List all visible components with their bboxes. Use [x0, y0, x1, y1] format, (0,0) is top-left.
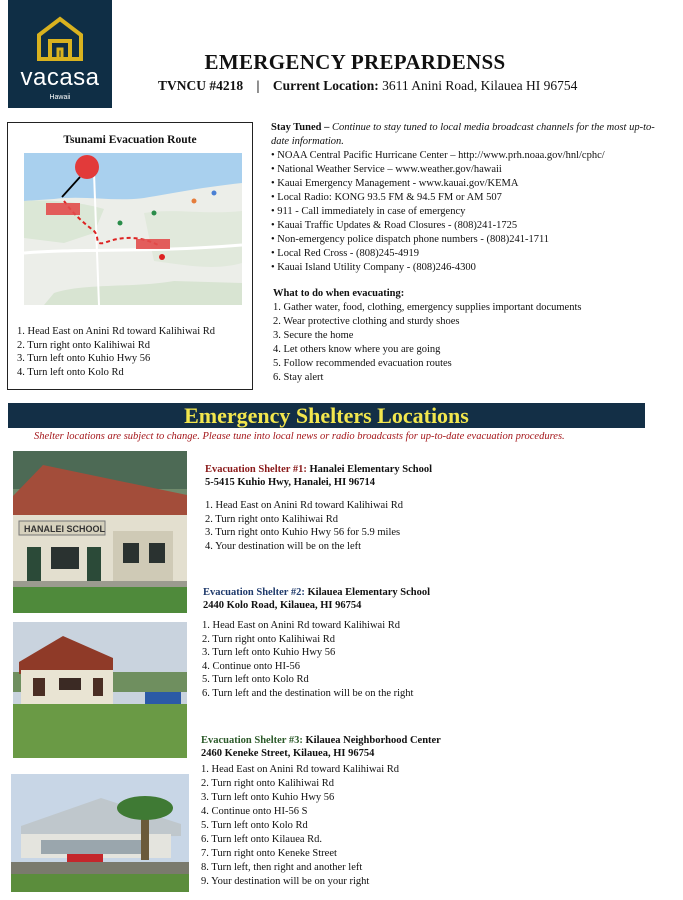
list-item: 1. Gather water, food, clothing, emergency supplies important documents — [273, 302, 582, 313]
list-item: 7. Turn right onto Keneke Street — [201, 848, 337, 859]
stay-tuned-label: Stay Tuned – — [271, 122, 330, 133]
list-item: • Kauai Emergency Management - www.kauai.gov/KEMA — [271, 178, 519, 189]
shelter-3-address: 2460 Keneke Street, Kilauea, HI 96754 — [201, 748, 375, 759]
unit-number: TVNCU #4218 — [158, 78, 244, 93]
shelter-2-steps — [202, 619, 413, 701]
list-item: • National Weather Service – www.weather.gov/hawaii — [271, 164, 502, 175]
evacuating-heading: What to do when evacuating: — [273, 288, 405, 299]
list-item: 3. Turn right onto Kuhio Hwy 56 for 5.9 miles — [205, 527, 401, 539]
stay-tuned-section — [271, 121, 671, 275]
list-item: 1. Head East on Anini Rd toward Kalihiwai Rd — [17, 326, 216, 337]
list-item: 2. Turn right onto Kalihiwai Rd — [201, 778, 335, 789]
list-item: 1. Head East on Anini Rd toward Kalihiwai Rd — [201, 764, 400, 775]
hanalei-school-photo — [13, 451, 187, 613]
list-item: • Local Radio: KONG 93.5 FM & 94.5 FM or AM 507 — [271, 192, 502, 203]
list-item: 4. Continue onto HI-56 — [202, 660, 300, 672]
list-item: 6. Stay alert — [273, 372, 324, 383]
list-item: 9. Your destination will be on your right — [201, 876, 370, 887]
vacasa-logo — [8, 0, 112, 108]
list-item: 5. Follow recommended evacuation routes — [273, 358, 452, 369]
school-sign: HANALEI SCHOOL — [24, 524, 105, 534]
list-item: 4. Your destination will be on the left — [205, 540, 362, 552]
shelter-3-number: Evacuation Shelter #3: — [201, 735, 303, 746]
logo-wordmark: vacasa — [20, 64, 100, 91]
kilauea-neighborhood-center-photo — [11, 774, 189, 892]
list-item: • NOAA Central Pacific Hurricane Center – http://www.prh.noaa.gov/hnl/cphc/ — [271, 150, 605, 161]
tsunami-route-box — [7, 122, 253, 390]
shelter-2-address: 2440 Kolo Road, Kilauea, HI 96754 — [203, 600, 362, 611]
logo-region: Hawaii — [49, 94, 71, 101]
location-value: 3611 Anini Road, Kilauea HI 96754 — [382, 78, 578, 93]
page-title: EMERGENCY PREPARDENSS — [204, 50, 506, 74]
tsunami-route-steps — [17, 325, 215, 379]
list-item: 1. Head East on Anini Rd toward Kalihiwai Rd — [205, 500, 404, 511]
shelters-notice: Shelter locations are subject to change. Please tune into local news or radio broadcasts for up-to-date evacuation procedures. — [34, 431, 565, 442]
shelters-banner: Emergency Shelters Locations — [8, 403, 645, 428]
list-item: 5. Turn left onto Kolo Rd — [202, 674, 309, 686]
list-item: • 911 - Call immediately in case of emergency — [271, 206, 466, 217]
header-separator: | — [256, 78, 260, 93]
list-item: 3. Turn left onto Kuhio Hwy 56 — [202, 647, 336, 659]
list-item: 6. Turn left onto Kilauea Rd. — [201, 834, 323, 845]
list-item: • Local Red Cross - (808)245-4919 — [271, 248, 420, 259]
list-item: 3. Turn left onto Kuhio Hwy 56 — [201, 792, 335, 803]
shelter-2-header — [203, 587, 430, 611]
list-item: 3. Turn left onto Kuhio Hwy 56 — [17, 353, 151, 365]
tsunami-route-map — [24, 153, 242, 305]
list-item: 2. Wear protective clothing and sturdy shoes — [273, 316, 460, 327]
list-item: 6. Turn left and the destination will be on the right — [202, 687, 414, 699]
list-item: 8. Turn left, then right and another left — [201, 862, 363, 873]
location-label: Current Location: — [272, 78, 379, 93]
list-item: • Kauai Island Utility Company - (808)246-4300 — [271, 262, 476, 273]
evacuating-section — [273, 287, 673, 385]
list-item: 2. Turn right onto Kalihiwai Rd — [17, 339, 151, 351]
list-item: 5. Turn left onto Kolo Rd — [201, 820, 308, 831]
list-item: 4. Turn left onto Kolo Rd — [17, 366, 124, 378]
list-item: 1. Head East on Anini Rd toward Kalihiwai Rd — [202, 620, 401, 631]
shelter-3-header — [201, 735, 441, 759]
shelter-1-address: 5-5415 Kuhio Hwy, Hanalei, HI 96714 — [205, 477, 376, 488]
list-item: 2. Turn right onto Kalihiwai Rd — [202, 633, 336, 645]
shelter-2-name: Kilauea Elementary School — [307, 587, 431, 598]
house-logo-icon — [35, 16, 85, 62]
list-item: 2. Turn right onto Kalihiwai Rd — [205, 513, 339, 525]
shelter-2-number: Evacuation Shelter #2: — [203, 587, 305, 598]
list-item: 4. Let others know where you are going — [273, 344, 441, 355]
shelter-1-header — [205, 464, 432, 488]
header-subline — [158, 78, 577, 94]
list-item: 3. Secure the home — [273, 330, 354, 341]
tsunami-route-title: Tsunami Evacuation Route — [63, 134, 197, 146]
kilauea-school-photo — [13, 622, 187, 758]
shelter-1-name: Hanalei Elementary School — [309, 464, 433, 475]
info-list — [271, 149, 671, 275]
list-item: 4. Continue onto HI-56 S — [201, 806, 308, 817]
shelter-1-number: Evacuation Shelter #1: — [205, 464, 307, 475]
stay-tuned-lead — [271, 121, 671, 149]
list-item: • Non-emergency police dispatch phone numbers - (808)241-1711 — [271, 234, 550, 245]
shelter-3-steps — [201, 763, 399, 889]
list-item: • Kauai Traffic Updates & Road Closures - (808)241-1725 — [271, 220, 518, 231]
shelter-1-steps — [205, 499, 403, 553]
stay-tuned-text: Continue to stay tuned to local media broadcast channels for the most up-to-date information. — [271, 122, 655, 147]
shelter-3-name: Kilauea Neighborhood Center — [305, 735, 441, 746]
